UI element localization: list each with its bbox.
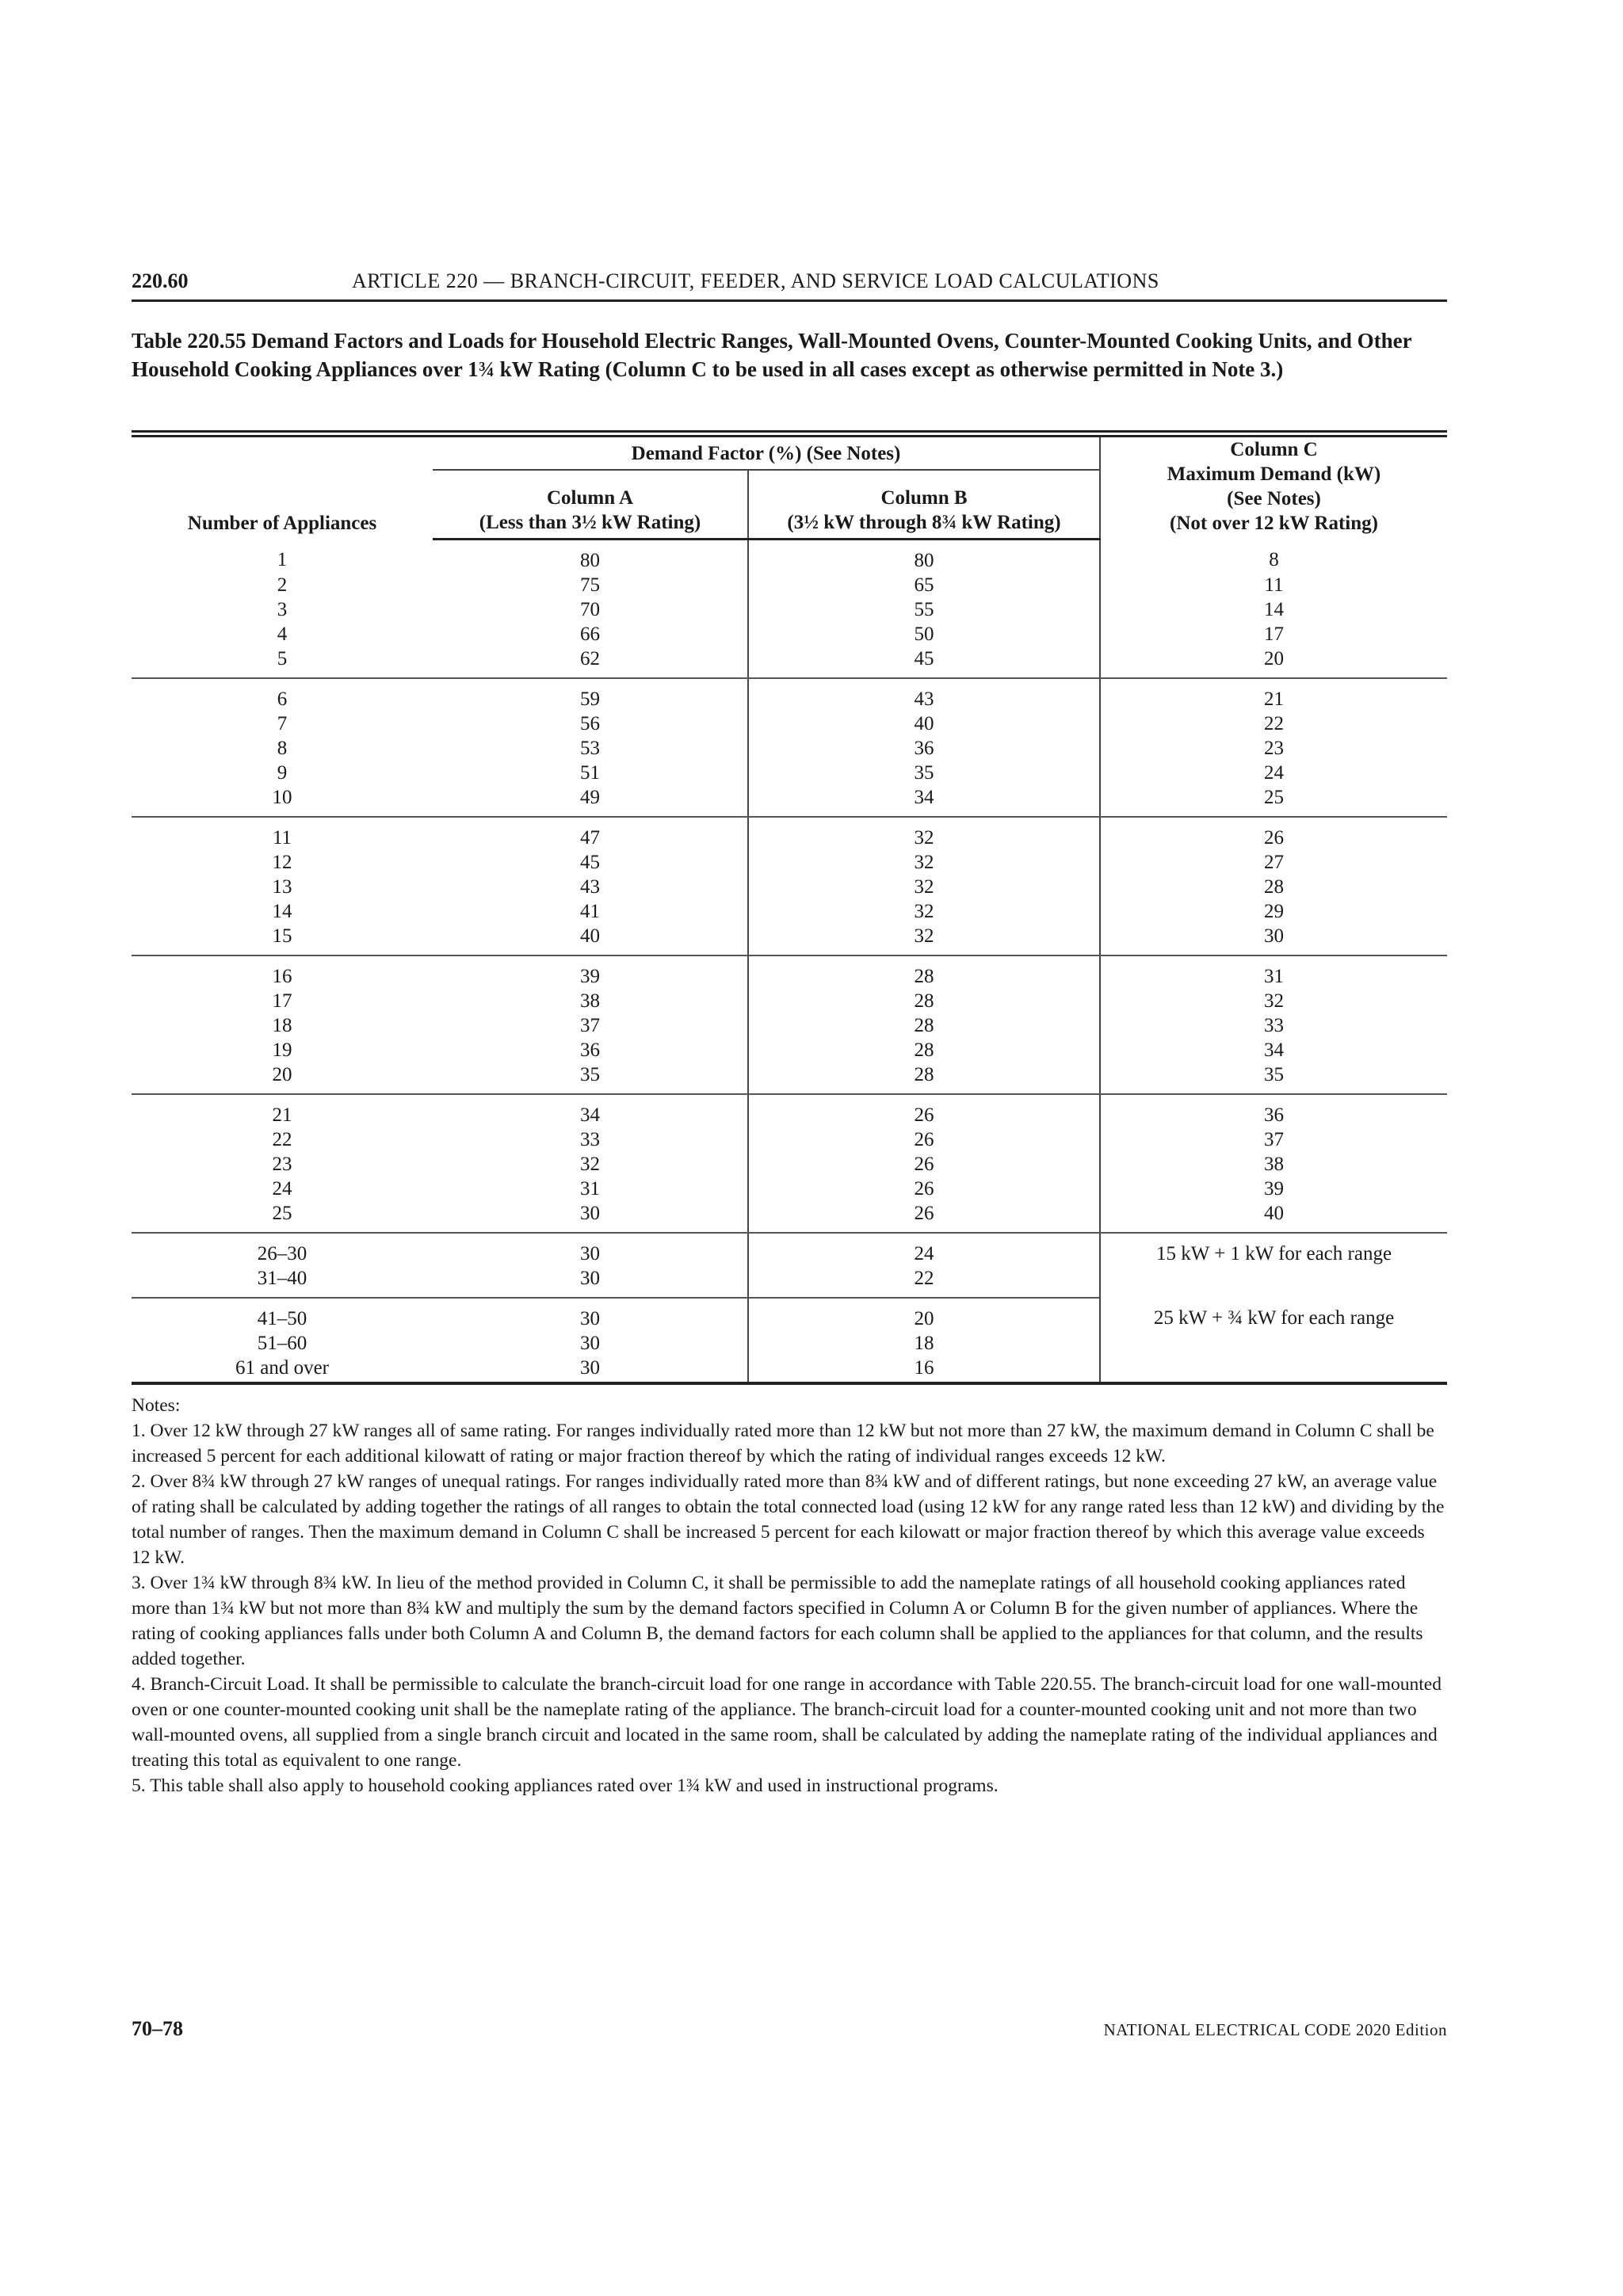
table-row [132,817,1447,850]
column-b-value: 20 [748,1298,1100,1331]
note-item: 5. This table shall also apply to household cooking appliances rated over 1¾ kW and used in instructional programs. [132,1775,999,1796]
table-row [132,1127,1447,1152]
column-a-value: 30 [580,1307,600,1329]
column-a-value: 35 [433,1062,748,1094]
column-b-value: 40 [748,711,1100,736]
column-a-value: 43 [580,875,600,898]
appliance-count: 8 [277,737,288,759]
column-c-value: 8 [1100,539,1447,573]
table-row [132,761,1447,785]
column-b-value: 80 [748,539,1100,573]
header-column-b [748,470,1100,539]
appliance-count: 3 [277,598,288,620]
note-item: 1. Over 12 kW through 27 kW ranges all of same rating. For ranges individually rated more than 12 kW but not more than 27 kW, the maximum demand in Column C shall be increased 5 percent for each additional kilowatt of rating or major fraction thereof by which the rating of individual ranges exceeds 12 kW. [132,1421,1434,1466]
column-b-value: 32 [748,850,1100,875]
column-c-value: 34 [1100,1038,1447,1062]
column-c-value: 37 [1100,1127,1447,1152]
column-c-value: 38 [1100,1152,1447,1177]
table-row [132,597,1447,622]
column-c-value: 17 [1100,622,1447,646]
table-caption: Table 220.55 Demand Factors and Loads for Household Electric Ranges, Wall-Mounted Ovens, Counter-Mounted Cooking Units, and Other Household Cooking Appliances over 1¾ kW Rating (Column C to be used in all cases except as otherwise permitted in Note 3.) [132,329,1412,381]
table-row [132,622,1447,646]
column-a-value: 39 [580,965,600,987]
table-row [132,989,1447,1013]
notes-label: Notes: [132,1395,181,1416]
column-b-value: 32 [748,924,1100,955]
column-b-value: 45 [748,646,1100,678]
column-b-value: 65 [748,573,1100,597]
appliance-count: 12 [272,851,292,873]
column-c-value: 31 [1100,955,1447,989]
appliance-count: 15 [132,924,433,955]
column-c-value: 40 [1100,1201,1447,1233]
column-a-value: 30 [580,1242,600,1264]
column-a-value: 30 [433,1266,748,1298]
section-number: 220.60 [132,269,189,292]
column-c-value: 11 [1100,573,1447,597]
column-c-value: 32 [1100,989,1447,1013]
appliance-count: 6 [277,688,288,710]
column-c-rating: (Not over 12 kW Rating) [1170,513,1378,534]
column-a-rating: (Less than 3½ kW Rating) [479,511,701,533]
column-b-value: 32 [748,817,1100,850]
appliance-count-range: 41–50 [257,1307,307,1329]
column-b-value: 28 [748,1038,1100,1062]
column-b-value: 24 [748,1233,1100,1266]
appliance-count: 22 [272,1128,292,1150]
column-a-value: 66 [580,623,600,645]
column-a-value: 33 [580,1128,600,1150]
appliance-count: 7 [277,712,288,734]
column-a-value: 30 [433,1356,748,1383]
column-b-value: 32 [748,899,1100,924]
column-a-value: 36 [580,1039,600,1061]
note-item: 3. Over 1¾ kW through 8¾ kW. In lieu of the method provided in Column C, it shall be permissible to add the nameplate ratings of all household cooking appliances rated more than 1¾ kW but not more than 8¾ kW and multiply the sum by the demand factors specified in Column A or Column B for the given number of appliances. Where the rating of cooking appliances falls under both Column A and Column B, the demand factors for each column shall be applied to the appliances for that column, and the results added together. [132,1573,1423,1669]
column-c-value: 25 [1100,785,1447,817]
column-c-value: 14 [1100,597,1447,622]
appliance-count: 13 [272,875,292,898]
table-row [132,1233,1447,1266]
column-a-value: 70 [580,598,600,620]
column-a-value: 45 [580,851,600,873]
column-b-value: 28 [748,989,1100,1013]
column-b-value: 36 [748,736,1100,761]
column-c-value: 21 [1100,678,1447,711]
column-b-value: 35 [748,761,1100,785]
column-b-value: 55 [748,597,1100,622]
table-row [132,539,1447,573]
appliance-count: 5 [132,646,433,678]
appliance-count-range: 61 and over [132,1356,433,1383]
column-a-value: 32 [580,1153,600,1175]
column-b-value: 26 [748,1177,1100,1201]
appliance-count: 1 [277,548,288,570]
appliance-count-range: 31–40 [132,1266,433,1298]
column-a-value: 53 [580,737,600,759]
appliance-count: 16 [272,965,292,987]
table-row [132,736,1447,761]
table-row [132,899,1447,924]
table-notes [132,1393,1447,1798]
header-demand-factor: Demand Factor (%) (See Notes) [433,437,1100,470]
column-c-value: 36 [1100,1094,1447,1127]
column-a-value: 80 [580,549,600,571]
column-a-value: 30 [580,1332,600,1354]
note-item: 2. Over 8¾ kW through 27 kW ranges of unequal ratings. For ranges individually rated more than 8¾ kW and of different ratings, but none exceeding 27 kW, an average value of rating shall be calculated by adding together the ratings of all ranges to obtain the total connected load (using 12 kW for any range rated less than 12 kW) and dividing by the total number of ranges. Then the maximum demand in Column C shall be increased 5 percent for each kilowatt or major fraction thereof by which this average value exceeds 12 kW. [132,1471,1445,1568]
column-c-value: 26 [1100,817,1447,850]
page-footer [132,2017,1447,2046]
column-b-value: 34 [748,785,1100,817]
appliance-count-range: 26–30 [257,1242,307,1264]
appliance-count: 20 [132,1062,433,1094]
column-a-value: 31 [580,1177,600,1199]
column-c-see-notes: (See Notes) [1227,488,1321,509]
column-a-value: 56 [580,712,600,734]
appliance-count: 25 [132,1201,433,1233]
column-c-formula: 15 kW + 1 kW for each range [1100,1233,1447,1298]
note-item: 4. Branch-Circuit Load. It shall be permissible to calculate the branch-circuit load for one range in accordance with Table 220.55. The branch-circuit load for one wall-mounted oven or one counter-mounted cooking unit shall be the nameplate rating of the appliance. The branch-circuit load for a counter-mounted cooking unit and not more than two wall-mounted ovens, all supplied from a single branch circuit and located in the same room, shall be calculated by adding the nameplate rating of the individual appliances and treating this total as equivalent to one range. [132,1674,1442,1771]
table-row [132,924,1447,955]
column-a-value: 75 [580,574,600,596]
column-c-value: 39 [1100,1177,1447,1201]
column-b-value: 22 [748,1266,1100,1298]
table-row [132,711,1447,736]
table-row [132,955,1447,989]
column-c-value: 29 [1100,899,1447,924]
column-a-value: 49 [433,785,748,817]
table-row [132,1298,1447,1331]
column-c-value: 20 [1100,646,1447,678]
column-b-value: 26 [748,1152,1100,1177]
article-title: ARTICLE 220 — BRANCH-CIRCUIT, FEEDER, AND SERVICE LOAD CALCULATIONS [352,269,1159,292]
table-row [132,573,1447,597]
table-row [132,850,1447,875]
column-b-rating: (3½ kW through 8¾ kW Rating) [787,511,1061,533]
column-b-title: Column B [880,486,968,509]
column-a-title: Column A [546,486,634,509]
table-row [132,1013,1447,1038]
table-row [132,1201,1447,1233]
table-row [132,1038,1447,1062]
column-b-value: 28 [748,1062,1100,1094]
column-a-value: 34 [580,1104,600,1126]
column-c-value: 22 [1100,711,1447,736]
table-row [132,1062,1447,1094]
column-b-value: 50 [748,622,1100,646]
table-row [132,1177,1447,1201]
demand-factor-table [132,430,1447,1385]
table-row [132,875,1447,899]
running-header [132,269,1447,298]
table-top-rule [132,430,1447,437]
column-a-value: 40 [433,924,748,955]
column-c-value: 35 [1100,1062,1447,1094]
appliance-count: 2 [277,574,288,596]
column-c-value: 24 [1100,761,1447,785]
table-row [132,1094,1447,1127]
appliance-count: 19 [272,1039,292,1061]
column-b-value: 26 [748,1094,1100,1127]
appliance-count: 17 [272,990,292,1012]
column-b-value: 16 [748,1356,1100,1383]
code-edition-title: NATIONAL ELECTRICAL CODE 2020 Edition [1103,2020,1447,2039]
column-b-value: 28 [748,955,1100,989]
column-c-value: 30 [1100,924,1447,955]
appliance-count: 21 [272,1104,292,1126]
column-c-value: 23 [1100,736,1447,761]
column-a-value: 37 [580,1014,600,1036]
appliance-count: 4 [277,623,288,645]
column-a-value: 62 [433,646,748,678]
appliance-count: 14 [272,900,292,922]
appliance-count: 24 [272,1177,292,1199]
appliance-count: 10 [132,785,433,817]
column-c-value: 28 [1100,875,1447,899]
appliance-count: 23 [272,1153,292,1175]
page-number: 70–78 [132,2017,183,2040]
column-c-title: Column C [1230,439,1318,460]
table-row [132,1152,1447,1177]
column-b-value: 26 [748,1127,1100,1152]
column-b-value: 28 [748,1013,1100,1038]
column-c-maximum-demand: Maximum Demand (kW) [1167,463,1381,485]
column-b-value: 18 [748,1331,1100,1356]
column-a-value: 38 [580,990,600,1012]
appliance-count: 9 [277,761,288,784]
column-c-formula: 25 kW + ¾ kW for each range [1100,1298,1447,1383]
table-body [132,539,1447,1383]
column-c-value: 33 [1100,1013,1447,1038]
table-row [132,785,1447,817]
table-row [132,678,1447,711]
header-column-a [433,470,748,539]
column-a-value: 51 [580,761,600,784]
appliance-count: 18 [272,1014,292,1036]
column-a-value: 41 [580,900,600,922]
appliance-count-range: 51–60 [257,1332,307,1354]
column-b-value: 43 [748,678,1100,711]
header-number-of-appliances: Number of Appliances [187,513,377,534]
header-column-c [1100,437,1447,539]
appliance-count: 11 [272,826,292,849]
column-a-value: 47 [580,826,600,849]
table-row [132,646,1447,678]
header-rule [132,299,1447,302]
column-b-value: 26 [748,1201,1100,1233]
column-a-value: 30 [433,1201,748,1233]
column-c-value: 27 [1100,850,1447,875]
column-a-value: 59 [580,688,600,710]
column-b-value: 32 [748,875,1100,899]
